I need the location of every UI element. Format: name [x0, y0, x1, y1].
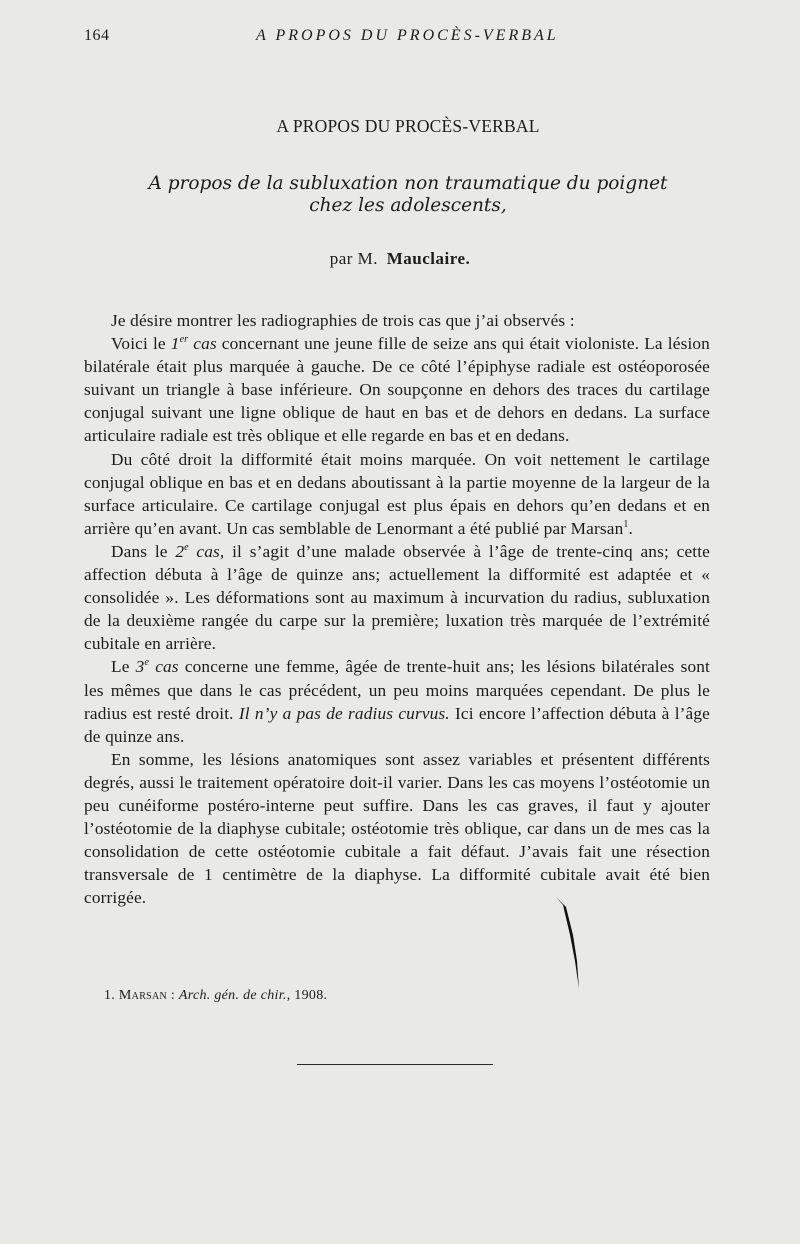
author-name: Mauclaire. [386, 249, 471, 268]
italic-remark: Il n’y a pas de radius curvus. [238, 703, 450, 723]
paragraph-case-2: Dans le 2e cas, il s’agit d’une malade observée à l’âge de trente-cinq ans; cette affection débuta à l’âge de quinze ans; actuellement la difformité est adaptée et « consolidée ». Les déformations sont au maximum à incurvation du radius, subluxation de la deuxième rangée du carpe sur la première; luxation très marquée de l’extrémité cubitale en arrière. [84, 541, 710, 654]
article-title-line-2: chez les adolescents, [309, 195, 507, 216]
article-title [0, 173, 800, 217]
pen-stroke-mark [553, 895, 593, 995]
byline [0, 249, 800, 269]
running-title: A PROPOS DU PROCÈS-VERBAL [256, 27, 559, 44]
end-rule [297, 1064, 493, 1065]
footnote-author: Marsan [118, 988, 168, 1003]
case-number-2: 2e cas [175, 541, 220, 561]
paragraph-conclusion: En somme, les lésions anatomiques sont assez variables et présentent différents degrés, aussi le traitement opératoire doit-il varier. Dans les cas moyens l’ostéotomie un peu cunéiforme postéro-interne peut suffire. Dans les cas graves, il faut y ajouter l’ostéotomie de la diaphyse cubitale; ostéotomie très oblique, car dans un de mes cas la consolidation de cette ostéotomie cubitale a fait défaut. J’avais fait une résection transversale de 1 centimètre de la diaphyse. La difformité cubitale avait été bien corrigée. [84, 749, 710, 908]
footnote-journal: Arch. gén. de chir. [178, 988, 287, 1003]
footnote-ref: 1 [623, 519, 629, 531]
article-title-line-1: A propos de la subluxation non traumatique du poignet [148, 173, 668, 194]
paragraph-1: Je désire montrer les radiographies de trois cas que j’ai observés : [111, 311, 575, 330]
paragraph-right-side: Du côté droit la difformité était moins marquée. On voit nettement le cartilage conjugal oblique en bas et en dedans aboutissant à la partie moyenne de la largeur de la surface articulaire. Ce cartilage conjugal est plus épais en dehors qu’en dedans et en arrière qu’en avant. Un cas semblable de Lenormant a été publié par Marsan$^1$. [84, 449, 710, 538]
paragraph-case-1: Voici le 1er cas concernant une jeune fille de seize ans qui était violoniste. La lésion bilatérale était plus marquée à gauche. De ce côté l’épiphyse radiale est ostéoporosée suivant un triangle à base inférieure. On soupçonne en dehors des traces du cartilage conjugal suivant une ligne oblique de haut en bas et de dehors en dedans. La surface articulaire radiale est très oblique et elle regarde en bas et en dedans. [84, 334, 710, 446]
page-number: 164 [84, 27, 110, 44]
paragraph-case-3: Le 3e cas concerne une femme, âgée de trente-huit ans; les lésions bilatérales sont les mêmes que dans le cas précédent, un peu moins marquées cependant. De plus le radius est resté droit. Il n’y a pas de radius curvus. Ici encore l’affection débuta à l’âge de quinze ans. [84, 657, 710, 746]
article-body [84, 309, 710, 909]
case-number-3: 3e cas [135, 657, 179, 677]
byline-prefix: par M. [329, 249, 379, 268]
footnote-number: 1. [104, 988, 116, 1003]
running-head [84, 27, 714, 49]
footnote: 1. Marsan : Arch. gén. de chir., 1908. [104, 988, 328, 1003]
section-title: A PROPOS DU PROCÈS-VERBAL [276, 116, 540, 136]
case-number-1: 1er cas [170, 334, 217, 354]
footnote-year: , 1908. [286, 988, 328, 1003]
